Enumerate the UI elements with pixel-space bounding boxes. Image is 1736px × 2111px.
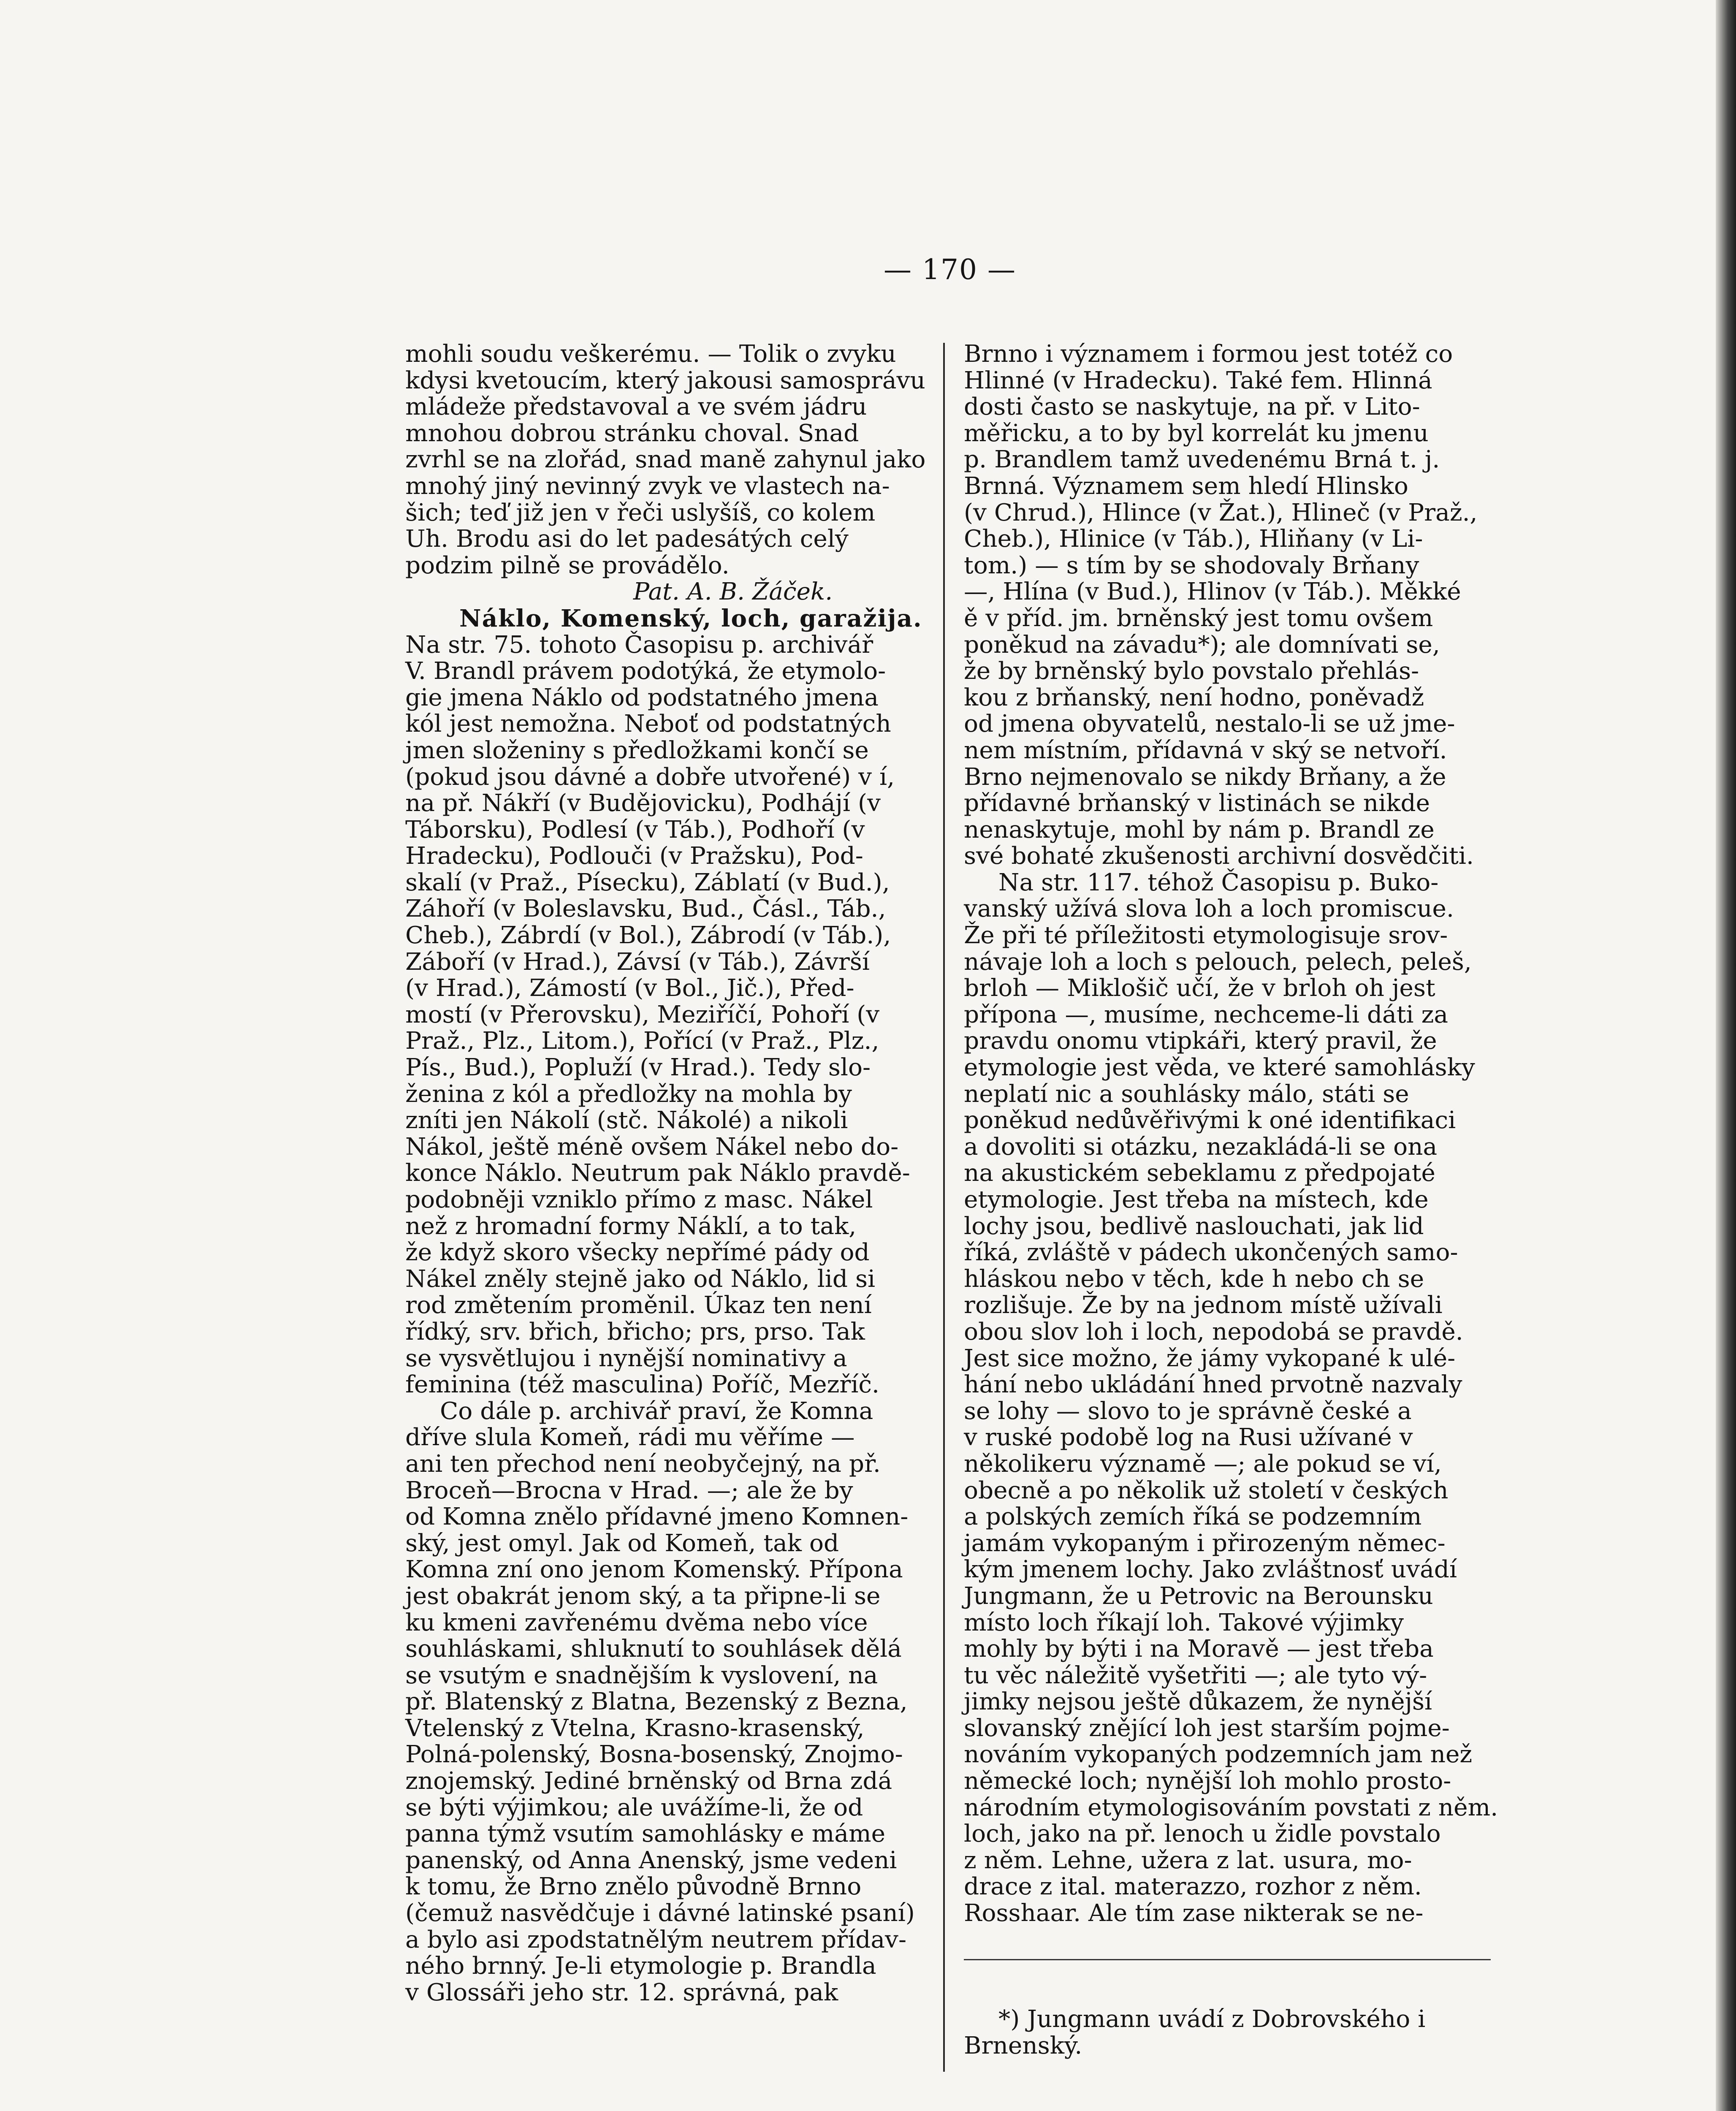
left-column-line: jmen složeniny s předložkami končí se (405, 736, 869, 764)
left-column-line: řídký, srv. břich, břicho; prs, prso. Tak (405, 1318, 865, 1346)
right-column-line: lochy jsou, bedlivě naslouchati, jak lid (964, 1212, 1424, 1240)
right-column-line: Brno nejmenovalo se nikdy Brňany, a že (964, 763, 1446, 791)
left-column-line: Záboří (v Hrad.), Závsí (v Táb.), Závrší (405, 948, 870, 976)
left-column-line: panenský, od Anna Anenský, jsme vedeni (405, 1846, 897, 1874)
left-column-line: (pokud jsou dávné a dobře utvořené) v í, (405, 763, 895, 791)
right-column-line: a polských zemích říká se podzemním (964, 1503, 1422, 1531)
left-column-line: Co dále p. archivář praví, že Komna (440, 1397, 873, 1425)
left-column-line: než z hromadní formy Náklí, a to tak, (405, 1212, 857, 1240)
right-column-line: nováním vykopaných podzemních jam než (964, 1741, 1473, 1769)
right-column-line: poněkud nedůvěřivými k oné identifikaci (964, 1107, 1456, 1134)
left-column (405, 341, 926, 2006)
right-column-line: etymologie. Jest třeba na místech, kde (964, 1186, 1429, 1213)
left-column-line: mnohou dobrou stránku choval. Snad (405, 419, 859, 447)
left-column-line: Vtelenský z Vtelna, Krasno-krasenský, (405, 1714, 865, 1742)
right-column-line: tom.) — s tím by se shodovaly Brňany (964, 551, 1419, 579)
right-column-line: Jungmann, že u Petrovic na Berounsku (964, 1582, 1433, 1610)
footnote-line: Brnenský. (964, 2032, 1082, 2059)
right-column-line: jimky nejsou ještě důkazem, že nynější (964, 1688, 1432, 1716)
left-column-line: ženina z kól a předložky na mohla by (405, 1080, 852, 1108)
right-column-line: nem místním, přídavná v ský se netvoří. (964, 736, 1447, 764)
left-column-line: zvrhl se na zlořád, snad maně zahynul jako (405, 446, 926, 474)
right-column-line: německé loch; nynější loh mohlo prosto- (964, 1767, 1451, 1795)
left-column-line: Praž., Plz., Litom.), Pořící (v Praž., Plz., (405, 1027, 879, 1055)
footnote-line: *) Jungmann uvádí z Dobrovského i (998, 2005, 1426, 2033)
footnote-rule (964, 1959, 1491, 1960)
left-column-line: dříve slula Komeň, rádi mu věříme — (405, 1424, 855, 1452)
right-column-line: neplatí nic a souhlásky málo, státi se (964, 1080, 1409, 1108)
left-column-line: v Glossáři jeho str. 12. správná, pak (405, 1978, 838, 2006)
left-column-line: (v Hrad.), Zámostí (v Bol., Jič.), Před- (405, 974, 854, 1002)
right-column-line: hláskou nebo v těch, kde h nebo ch se (964, 1265, 1424, 1293)
right-column-line: rozlišuje. Že by na jednom místě užívali (964, 1292, 1443, 1319)
right-column-line: obou slov loh i loch, nepodobá se pravdě. (964, 1318, 1463, 1346)
right-column-line: kou z brňanský, není hodno, poněvadž (964, 684, 1424, 711)
left-column-line: kdysi kvetoucím, který jakousi samosprávu (405, 366, 925, 394)
right-column-line: své bohaté zkušenosti archivní dosvědčiti. (964, 842, 1474, 870)
scan-edge (1716, 0, 1736, 2111)
left-column-line: na př. Nákří (v Budějovicku), Podhájí (v (405, 790, 881, 817)
right-column-line: návaje loh a loch s pelouch, pelech, peleš, (964, 948, 1472, 976)
left-column-line: ani ten přechod není neobyčejný, na př. (405, 1450, 881, 1478)
left-column-line: Broceň—Brocna v Hrad. —; ale že by (405, 1476, 853, 1504)
right-column-line: měřicku, a to by byl korrelát ku jmenu (964, 419, 1429, 447)
left-column-line: od Komna znělo přídavné jmeno Komnen- (405, 1503, 909, 1531)
left-column-line: Polná-polenský, Bosna-bosenský, Znojmo- (405, 1741, 903, 1769)
right-column-line: Cheb.), Hlinice (v Táb.), Hliňany (v Li- (964, 525, 1423, 553)
left-column-line: panna týmž vsutím samohlásky e máme (405, 1820, 886, 1848)
left-column-line: Táborsku), Podlesí (v Táb.), Podhoří (v (405, 816, 865, 844)
right-column-line: brloh — Miklošič učí, že v brloh oh jest (964, 974, 1435, 1002)
right-column-line: nenaskytuje, mohl by nám p. Brandl ze (964, 816, 1435, 844)
left-column-line: (čemuž nasvědčuje i dávné latinské psaní) (405, 1899, 915, 1927)
left-column-line: podobněji vzniklo přímo z masc. Nákel (405, 1186, 873, 1213)
right-column (964, 340, 1498, 1927)
left-column-line: konce Náklo. Neutrum pak Náklo pravdě- (405, 1159, 910, 1187)
left-column-line: Uh. Brodu asi do let padesátých celý (405, 525, 849, 553)
left-column-line: a bylo asi zpodstatnělým neutrem přídav- (405, 1926, 907, 1954)
left-column-line: Cheb.), Zábrdí (v Bol.), Zábrodí (v Táb.), (405, 922, 891, 950)
left-column-line: mostí (v Přerovsku), Meziříčí, Pohoří (v (405, 1001, 880, 1028)
right-column-line: Brnná. Významem sem hledí Hlinsko (964, 472, 1408, 500)
right-column-line: říká, zvláště v pádech ukončených samo- (964, 1239, 1458, 1267)
right-column-line: Jest sice možno, že jámy vykopané k ulé- (964, 1344, 1456, 1372)
left-column-line: Nákol, ještě méně ovšem Nákel nebo do- (405, 1133, 899, 1161)
right-column-line: jamám vykopaným i přirozeným němec- (964, 1529, 1446, 1557)
left-column-line: k tomu, že Brno znělo původně Brnno (405, 1873, 862, 1901)
right-column-line: poněkud na závadu*); ale domnívati se, (964, 631, 1440, 659)
left-column-line: Na str. 75. tohoto Časopisu p. archivář (405, 631, 873, 659)
right-column-line: dosti často se naskytuje, na př. v Lito- (964, 393, 1420, 421)
left-column-line: př. Blatenský z Blatna, Bezenský z Bezna, (405, 1688, 908, 1716)
left-column-line: gie jmena Náklo od podstatného jmena (405, 684, 879, 711)
column-divider (943, 343, 945, 2072)
left-column-line: že když skoro všecky nepřímé pády od (405, 1239, 870, 1267)
right-column-line: Brnno i významem i formou jest totéž co (964, 340, 1453, 368)
right-column-line: Rosshaar. Ale tím zase nikterak se ne- (964, 1899, 1424, 1927)
right-column-line: Na str. 117. téhož Časopisu p. Buko- (998, 868, 1439, 896)
right-column-line: a dovoliti si otázku, nezakládá-li se ona (964, 1133, 1438, 1161)
page-number: — 170 — (884, 253, 1016, 286)
left-column-line: Pís., Bud.), Popluží (v Hrad.). Tedy slo- (405, 1054, 871, 1082)
left-column-line: Nákel zněly stejně jako od Náklo, lid si (405, 1265, 876, 1293)
right-column-line: od jmena obyvatelů, nestalo-li se už jme- (964, 710, 1455, 738)
left-column-line: ku kmeni zavřenému dvěma nebo více (405, 1609, 868, 1636)
left-column-line: se vsutým e snadnějším k vyslovení, na (405, 1661, 878, 1689)
right-column-line: drace z ital. materazzo, rozhor z něm. (964, 1873, 1422, 1901)
left-column-line: zníti jen Nákolí (stč. Nákolé) a nikoli (405, 1107, 848, 1134)
right-column-line: se lohy — slovo to je správně české a (964, 1397, 1412, 1425)
right-column-line: ě v příd. jm. brněnský jest tomu ovšem (964, 604, 1433, 632)
right-column-line: (v Chrud.), Hlince (v Žat.), Hlineč (v Praž., (964, 499, 1478, 526)
right-column-line: Že při té příležitosti etymologisuje srov- (964, 922, 1448, 950)
left-column-line: jest obakrát jenom ský, a ta připne-li se (405, 1582, 881, 1610)
left-column-line: Komna zní ono jenom Komenský. Přípona (405, 1556, 903, 1584)
left-column-line: V. Brandl právem podotýká, že etymolo- (405, 657, 886, 685)
right-column-line: mohly by býti i na Moravě — jest třeba (964, 1635, 1434, 1663)
left-column-line: mnohý jiný nevinný zvyk ve vlastech na- (405, 472, 890, 500)
right-column-line: místo loch říkají loh. Takové výjimky (964, 1609, 1404, 1636)
right-column-line: hání nebo ukládání hned prvotně nazvaly (964, 1371, 1462, 1399)
right-column-line: kým jmenem lochy. Jako zvláštnosť uvádí (964, 1556, 1457, 1584)
section-heading: Náklo, Komenský, loch, garažija. (459, 604, 922, 632)
right-column-line: pravdu onomu vtipkáři, který pravil, že (964, 1027, 1437, 1055)
right-column-line: slovanský znějící loh jest starším pojme- (964, 1714, 1450, 1742)
author-signature: Pat. A. B. Žáček. (633, 578, 833, 606)
left-column-line: souhláskami, shluknutí to souhlásek dělá (405, 1635, 902, 1663)
right-column-line: tu věc náležitě vyšetřiti —; ale tyto vý- (964, 1661, 1427, 1689)
left-column-line: znojemský. Jediné brněnský od Brna zdá (405, 1767, 892, 1795)
left-column-line: mohli soudu veškerému. — Tolik o zvyku (405, 340, 896, 368)
left-column-line: se býti výjimkou; ale uvážíme-li, že od (405, 1794, 863, 1821)
left-column-line: Záhoří (v Boleslavsku, Bud., Čásl., Táb., (405, 895, 886, 923)
right-column-line: obecně a po několik už století v českých (964, 1476, 1448, 1504)
left-column-line: feminina (též masculina) Poříč, Mezříč. (405, 1371, 880, 1399)
left-column-line: mládeže představoval a ve svém jádru (405, 393, 867, 421)
right-column-line: Hlinné (v Hradecku). Také fem. Hlinná (964, 366, 1432, 394)
left-column-line: podzim pilně se provádělo. (405, 551, 730, 579)
right-column-line: že by brněnský bylo povstalo přehlás- (964, 657, 1419, 685)
left-column-line: skalí (v Praž., Písecku), Záblatí (v Bud.), (405, 868, 890, 896)
left-column-line: se vysvětlujou i nynější nominativy a (405, 1344, 847, 1372)
right-column-line: vanský užívá slova loh a loch promiscue. (964, 895, 1454, 923)
right-column-line: p. Brandlem tamž uvedenému Brná t. j. (964, 446, 1440, 474)
left-column-line: rod změtením proměnil. Úkaz ten není (405, 1292, 872, 1319)
left-column-line: ský, jest omyl. Jak od Komeň, tak od (405, 1529, 839, 1557)
right-column-line: loch, jako na př. lenoch u židle povstalo (964, 1820, 1441, 1848)
right-column-line: na akustickém sebeklamu z předpojaté (964, 1159, 1435, 1187)
left-column-line: ného brnný. Je-li etymologie p. Brandla (405, 1952, 876, 1980)
right-column-line: —, Hlína (v Bud.), Hlinov (v Táb.). Měkké (964, 578, 1461, 606)
right-column-line: v ruské podobě log na Rusi užívané v (964, 1424, 1413, 1452)
right-column-line: národním etymologisováním povstati z něm. (964, 1794, 1498, 1821)
right-column-line: přídavné brňanský v listinách se nikde (964, 790, 1430, 817)
right-column-line: několikeru významě —; ale pokud se ví, (964, 1450, 1442, 1478)
footnote (964, 2006, 1491, 2059)
right-column-line: etymologie jest věda, ve které samohlásky (964, 1054, 1475, 1082)
left-column-line: Hradecku), Podlouči (v Pražsku), Pod- (405, 842, 863, 870)
left-column-line: kól jest nemožna. Neboť od podstatných (405, 710, 891, 738)
right-column-line: z něm. Lehne, užera z lat. usura, mo- (964, 1846, 1412, 1874)
right-column-line: přípona —, musíme, nechceme-li dáti za (964, 1001, 1448, 1028)
left-column-line: šich; teď již jen v řeči uslyšíš, co kolem (405, 499, 876, 526)
